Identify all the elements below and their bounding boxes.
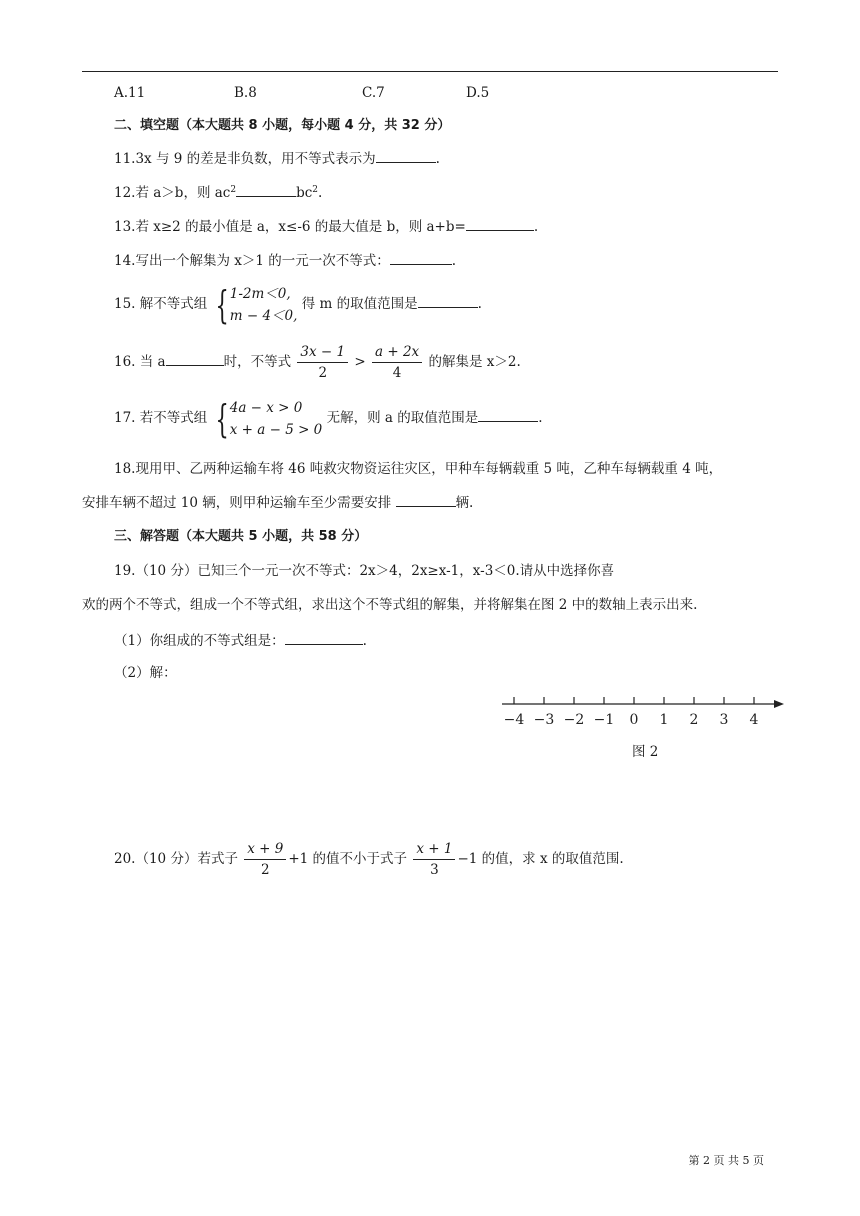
answer-blank bbox=[478, 409, 538, 422]
section-2-heading: 二、填空题（本大题共 8 小题，每小题 4 分，共 32 分） bbox=[114, 118, 451, 133]
question-19-line-1: 19.（10 分）已知三个一元一次不等式：2x＞4，2x≥x-1，x-3＜0.请从中选择你喜 bbox=[114, 563, 615, 579]
choice-c: C.7 bbox=[362, 85, 385, 101]
answer-blank bbox=[236, 184, 296, 197]
tick-label: 0 bbox=[629, 712, 639, 728]
question-19-part-1: （1）你组成的不等式组是： . bbox=[114, 633, 367, 649]
inequality-system: { 1-2m＜0, m − 4＜0, bbox=[215, 282, 298, 327]
question-15: 15. 解不等式组 { 1-2m＜0, m − 4＜0, 得 m 的取值范围是 . bbox=[114, 282, 482, 327]
question-14: 14.写出一个解集为 x＞1 的一元一次不等式： . bbox=[114, 253, 457, 269]
question-16: 16. 当 a 时，不等式 $\frac{3x - 1}{2}$ > $\frac{a + 2x}{4}$ 的解集是 x＞2. bbox=[114, 344, 521, 381]
inequality-system: { 4a − x > 0 x + a − 5 > 0 bbox=[215, 396, 323, 441]
question-19-part-2: （2）解： bbox=[114, 665, 177, 681]
answer-blank bbox=[285, 632, 363, 645]
choice-a: A.11 bbox=[114, 85, 146, 101]
question-18-line-1: 18.现用甲、乙两种运输车将 46 吨救灾物资运往灾区，甲种车每辆载重 5 吨，乙种车每辆载重 4 吨， bbox=[114, 461, 723, 477]
tick-label: −3 bbox=[533, 712, 555, 728]
tick-label: 4 bbox=[749, 712, 759, 728]
tick-label: −1 bbox=[593, 712, 615, 728]
tick-label: −4 bbox=[503, 712, 525, 728]
fraction: $\frac{x + 1}{3}$ bbox=[413, 840, 455, 879]
figure-caption: 图 2 bbox=[632, 744, 659, 760]
page-footer: 第 2 页 共 5 页 bbox=[688, 1154, 764, 1167]
question-11: 11.3x 与 9 的差是非负数，用不等式表示为 . bbox=[114, 151, 440, 167]
fraction: $\frac{x + 9}{2}$ bbox=[244, 840, 286, 879]
fraction: $\frac{a + 2x}{4}$ bbox=[372, 343, 422, 382]
tick-label: 2 bbox=[689, 712, 699, 728]
fraction: $\frac{3x - 1}{2}$ bbox=[297, 343, 348, 382]
question-13: 13.若 x≥2 的最小值是 a，x≤-6 的最大值是 b，则 a+b= . bbox=[114, 219, 539, 235]
answer-blank bbox=[466, 218, 534, 231]
question-17: 17. 若不等式组 { 4a − x > 0 x + a − 5 > 0 无解，则 a 的取值范围是 . bbox=[114, 396, 543, 441]
answer-blank bbox=[376, 150, 436, 163]
number-line-figure bbox=[498, 690, 788, 760]
section-3-heading: 三、解答题（本大题共 5 小题，共 58 分） bbox=[114, 529, 368, 544]
question-12: 12.若 a＞b，则 $ac^2$ $bc^2$. bbox=[114, 185, 323, 201]
question-18-line-2: 安排车辆不超过 10 辆，则甲种运输车至少需要安排 辆. bbox=[82, 495, 474, 511]
choice-d: D.5 bbox=[466, 85, 490, 101]
answer-blank bbox=[390, 252, 452, 265]
question-20: 20.（10 分）若式子 $\frac{x + 9}{2}$ +1 的值不小于式子 $\frac{x + 1}{3}$ −1 的值，求 x 的取值范围. bbox=[114, 841, 624, 878]
question-19-line-2: 欢的两个不等式，组成一个不等式组，求出这个不等式组的解集，并将解集在图 2 中的数轴上表示出来. bbox=[82, 597, 698, 613]
tick-label: 1 bbox=[659, 712, 669, 728]
answer-blank bbox=[418, 295, 478, 308]
tick-label: −2 bbox=[563, 712, 585, 728]
tick-label: 3 bbox=[719, 712, 729, 728]
answer-blank bbox=[396, 494, 456, 507]
number-line bbox=[498, 690, 788, 730]
answer-blank bbox=[166, 353, 224, 366]
choice-b: B.8 bbox=[234, 85, 257, 101]
header-rule bbox=[82, 71, 778, 72]
